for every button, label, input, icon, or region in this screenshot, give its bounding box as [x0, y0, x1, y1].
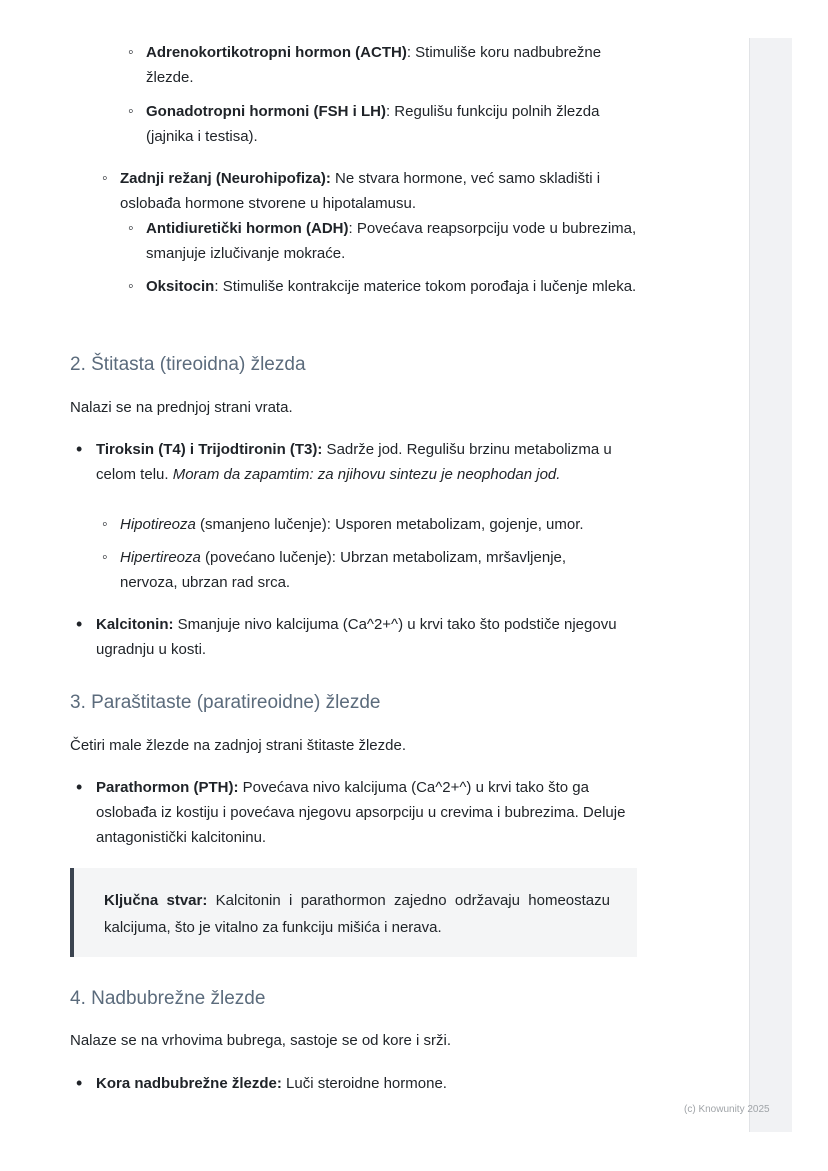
list-item-kalcitonin: Kalcitonin: Smanjuje nivo kalcijuma (Ca^2+^) u krvi tako što podstiče njegovu ugradnju u kosti.	[96, 616, 617, 658]
list-item-hipertireoza: Hipertireoza (povećano lučenje): Ubrzan metabolizam, mršavljenje, nervoza, ubrzan rad srca.	[120, 549, 567, 591]
list-item-adh: Antidiuretički hormon (ADH): Povećava reapsorpciju vode u bubrezima, smanjuje izlučivanje mokraće.	[146, 220, 637, 262]
bullet-icon	[76, 612, 82, 638]
list-item-hipotireoza: Hipotireoza (smanjeno lučenje): Usporen metabolizam, gojenje, umor.	[120, 516, 584, 533]
section-intro: Četiri male žlezde na zadnjoj strani štitaste žlezde.	[70, 737, 406, 754]
bullet-icon	[76, 775, 82, 801]
bullet-icon	[76, 1071, 82, 1097]
ring-bullet-icon	[128, 274, 134, 301]
ring-bullet-icon	[102, 512, 108, 539]
page-side-panel	[749, 38, 792, 1132]
section-heading-nadbubrezne: 4. Nadbubrežne žlezde	[70, 988, 266, 1009]
bullet-icon	[76, 437, 82, 463]
callout-text: Ključna stvar: Kalcitonin i parathormon zajedno održavaju homeostazu kalcijuma, što je vitalno za funkciju mišića i nerava.	[104, 892, 610, 936]
list-item-acth: Adrenokortikotropni hormon (ACTH): Stimuliše koru nadbubrežne žlezde.	[146, 44, 602, 86]
key-point-callout	[70, 868, 637, 957]
section-heading-stitasta: 2. Štitasta (tireoidna) žlezda	[70, 354, 306, 375]
section-intro: Nalazi se na prednjoj strani vrata.	[70, 399, 293, 416]
list-item-oksitocin: Oksitocin: Stimuliše kontrakcije materice tokom porođaja i lučenje mleka.	[146, 278, 637, 295]
list-item-neurohipofiza: Zadnji režanj (Neurohipofiza): Ne stvara hormone, već samo skladišti i oslobađa hormone stvorene u hipotalamusu.	[120, 170, 601, 212]
list-item-kora: Kora nadbubrežne žlezde: Luči steroidne hormone.	[96, 1075, 447, 1092]
ring-bullet-icon	[128, 216, 134, 243]
ring-bullet-icon	[102, 545, 108, 572]
list-item-parathormon: Parathormon (PTH): Povećava nivo kalcijuma (Ca^2+^) u krvi tako što ga oslobađa iz kostiju i povećava njegovu apsorpciju u crevima i bubrezima. Deluje antagonistički kalcitoninu.	[96, 779, 626, 846]
section-heading-parastitaste: 3. Paraštitaste (paratireoidne) žlezde	[70, 692, 381, 713]
list-item-tiroksin: Tiroksin (T4) i Trijodtironin (T3): Sadrže jod. Regulišu brzinu metabolizma u celom telu. Moram da zapamtim: za njihovu sintezu je neophodan jod.	[96, 441, 612, 483]
section-intro: Nalaze se na vrhovima bubrega, sastoje se od kore i srži.	[70, 1032, 452, 1049]
ring-bullet-icon	[128, 99, 134, 126]
ring-bullet-icon	[102, 166, 108, 193]
ring-bullet-icon	[128, 40, 134, 67]
copyright-footer: (c) Knowunity 2025	[684, 1104, 770, 1115]
list-item-fsh-lh: Gonadotropni hormoni (FSH i LH): Regulišu funkciju polnih žlezda (jajnika i testisa).	[146, 103, 600, 145]
